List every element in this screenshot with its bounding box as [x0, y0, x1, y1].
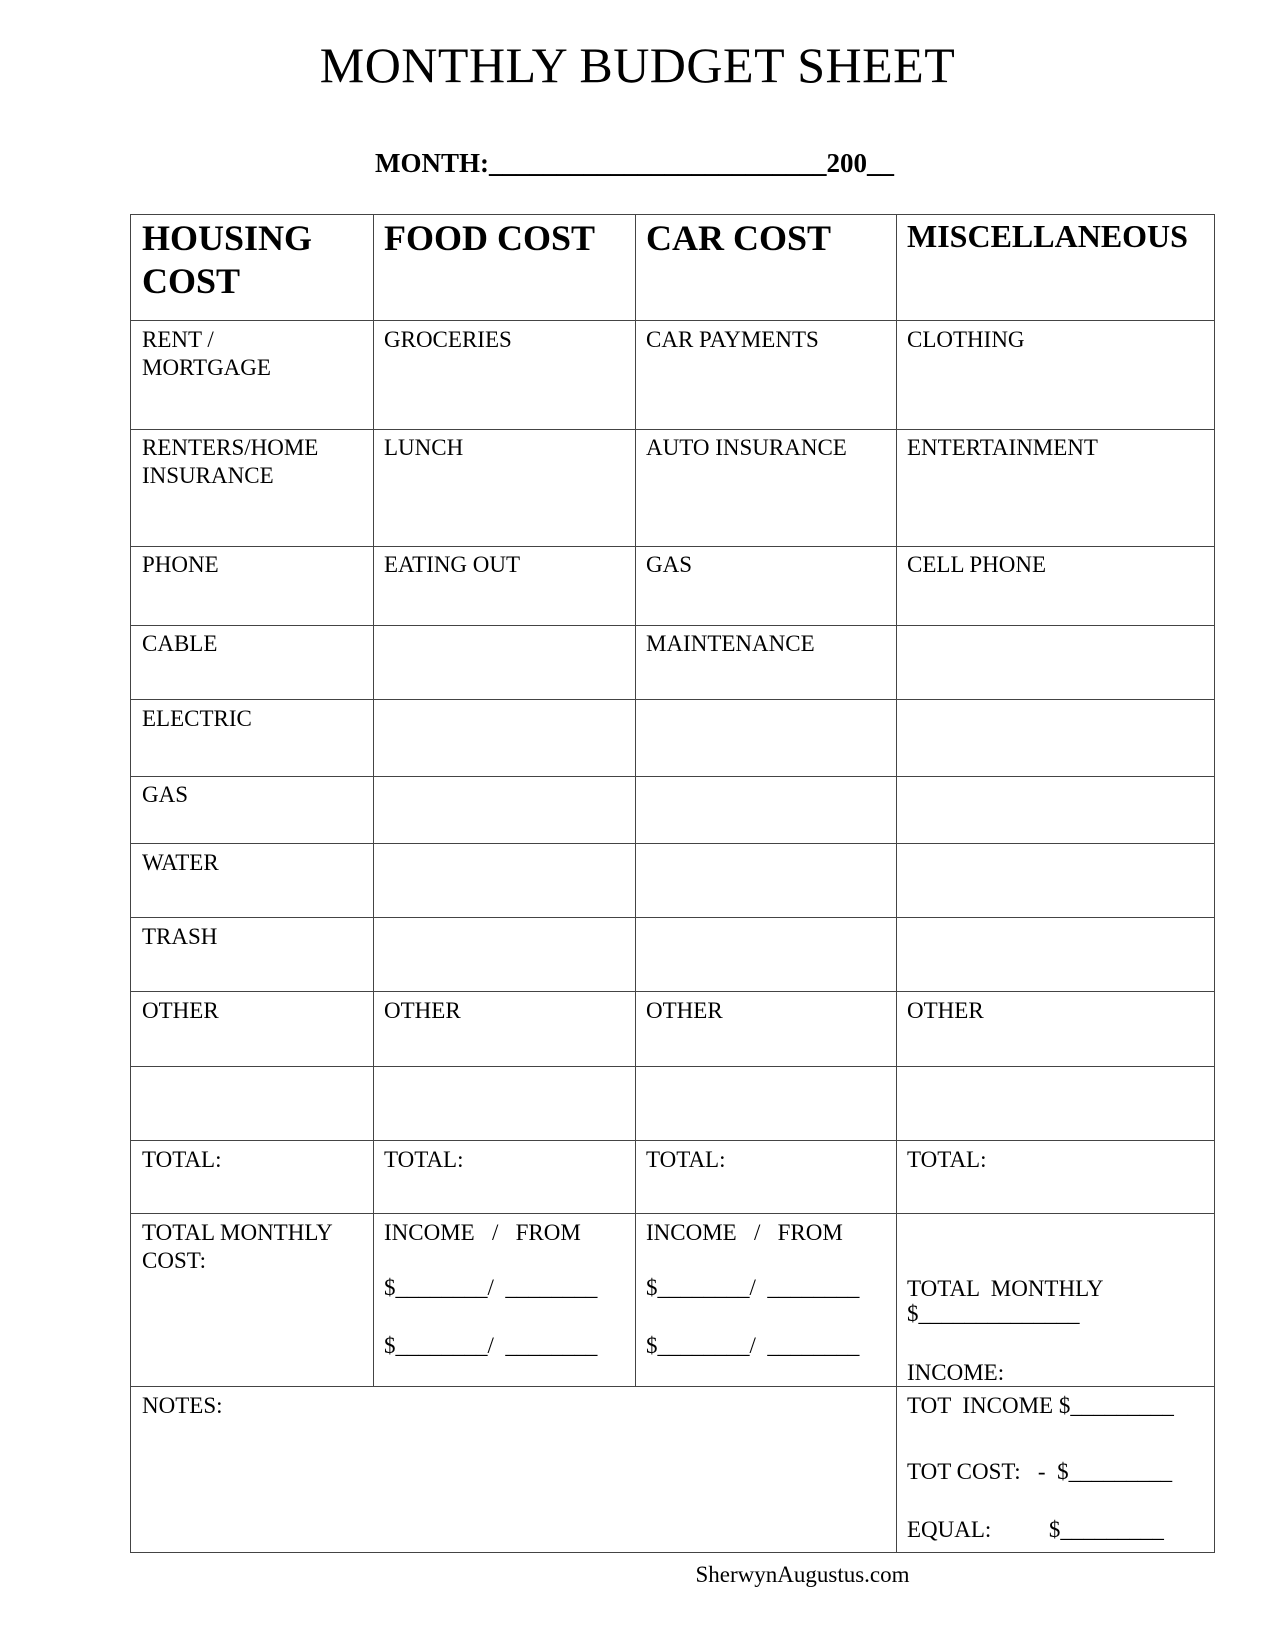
car-gas: GAS — [646, 552, 693, 577]
column-divider — [635, 215, 636, 1386]
income-line-1a[interactable]: $________/ ________ — [384, 1275, 598, 1300]
tot-cost-field[interactable]: TOT COST: - $_________ — [907, 1459, 1173, 1484]
housing-total: TOTAL: — [142, 1147, 222, 1172]
header-misc: MISCELLANEOUS — [907, 218, 1188, 254]
housing-gas: GAS — [142, 782, 189, 807]
notes-label: NOTES: — [142, 1393, 223, 1418]
total-monthly-income-line2: INCOME: — [907, 1360, 1005, 1385]
housing-other: OTHER — [142, 998, 219, 1023]
row-divider — [131, 776, 1214, 777]
housing-insurance — [142, 434, 318, 490]
total-income-field[interactable]: $______________ — [907, 1301, 1080, 1326]
car-other: OTHER — [646, 998, 723, 1023]
tot-income-field[interactable]: TOT INCOME $_________ — [907, 1393, 1174, 1418]
total-monthly-cost-line1: TOTAL MONTHLY — [142, 1220, 333, 1245]
header-housing-line1: HOUSING — [142, 218, 313, 258]
car-payments: CAR PAYMENTS — [646, 327, 819, 352]
total-monthly-income-line1: TOTAL MONTHLY — [907, 1276, 1104, 1301]
housing-rent — [142, 326, 271, 382]
car-insurance: AUTO INSURANCE — [646, 435, 847, 460]
row-divider — [131, 917, 1214, 918]
housing-insurance-line2: INSURANCE — [142, 463, 274, 488]
car-maintenance: MAINTENANCE — [646, 631, 815, 656]
month-field[interactable]: MONTH:_________________________200__ — [375, 148, 894, 178]
housing-electric: ELECTRIC — [142, 706, 252, 731]
row-divider — [131, 843, 1214, 844]
column-divider — [896, 215, 897, 1552]
header-car: CAR COST — [646, 218, 832, 258]
housing-cable: CABLE — [142, 631, 218, 656]
row-divider — [131, 429, 1214, 430]
housing-rent-line1: RENT / — [142, 327, 214, 352]
food-other: OTHER — [384, 998, 461, 1023]
row-divider — [131, 1213, 1214, 1214]
header-housing — [142, 217, 312, 303]
total-monthly-cost-line2: COST: — [142, 1248, 207, 1273]
misc-entertainment: ENTERTAINMENT — [907, 435, 1098, 460]
housing-trash: TRASH — [142, 924, 218, 949]
row-divider — [131, 1140, 1214, 1141]
housing-rent-line2: MORTGAGE — [142, 355, 271, 380]
housing-water: WATER — [142, 850, 219, 875]
header-housing-line2: COST — [142, 261, 241, 301]
equal-field[interactable]: EQUAL: $_________ — [907, 1517, 1164, 1542]
row-divider — [131, 625, 1214, 626]
misc-total: TOTAL: — [907, 1147, 987, 1172]
misc-other: OTHER — [907, 998, 984, 1023]
column-divider — [373, 215, 374, 1386]
income-line-2a[interactable]: $________/ ________ — [646, 1275, 860, 1300]
header-food: FOOD COST — [384, 218, 596, 258]
food-eating-out: EATING OUT — [384, 552, 521, 577]
budget-table — [130, 214, 1215, 1553]
income-line-2b[interactable]: $________/ ________ — [646, 1333, 860, 1358]
income-from-label-1: INCOME / FROM — [384, 1220, 581, 1245]
row-divider — [131, 320, 1214, 321]
misc-cell-phone: CELL PHONE — [907, 552, 1047, 577]
row-divider — [131, 546, 1214, 547]
row-divider — [131, 991, 1214, 992]
total-monthly-cost — [142, 1219, 333, 1275]
housing-phone: PHONE — [142, 552, 219, 577]
misc-clothing: CLOTHING — [907, 327, 1025, 352]
food-groceries: GROCERIES — [384, 327, 512, 352]
page-title: MONTHLY BUDGET SHEET — [319, 37, 956, 93]
income-line-1b[interactable]: $________/ ________ — [384, 1333, 598, 1358]
car-total: TOTAL: — [646, 1147, 726, 1172]
footer-credit: SherwynAugustus.com — [695, 1562, 910, 1587]
row-divider — [131, 1066, 1214, 1067]
row-divider — [131, 699, 1214, 700]
housing-insurance-line1: RENTERS/HOME — [142, 435, 319, 460]
food-lunch: LUNCH — [384, 435, 464, 460]
income-from-label-2: INCOME / FROM — [646, 1220, 843, 1245]
food-total: TOTAL: — [384, 1147, 464, 1172]
